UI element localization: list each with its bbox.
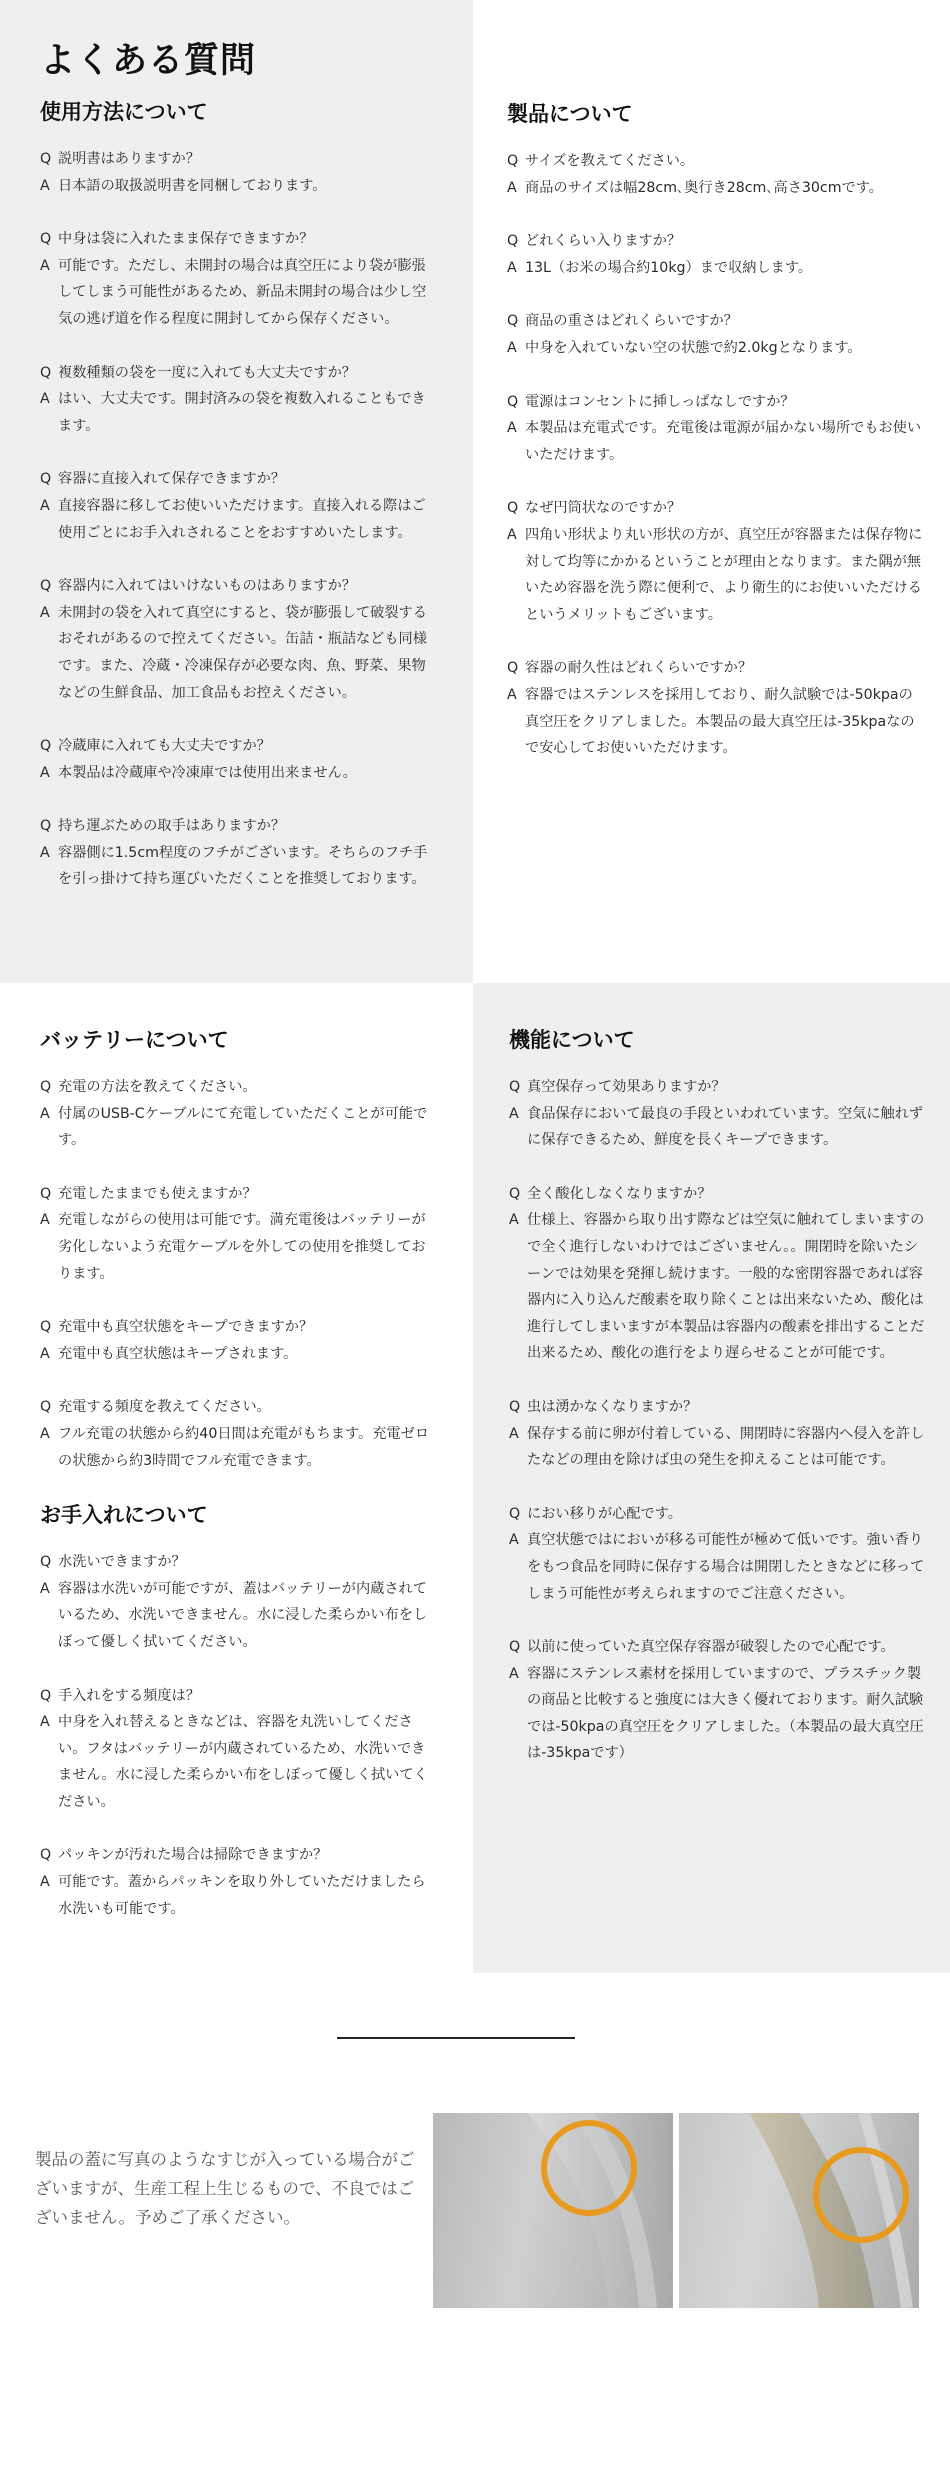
answer	[507, 255, 926, 282]
question-text: 持ち運ぶための取手はありますか？	[58, 818, 286, 835]
faq-item	[40, 733, 433, 786]
question-text: 商品の重さはどれくらいですか？	[525, 313, 738, 330]
answer-label: A	[509, 1105, 519, 1122]
question-text: 電源はコンセントに挿しっぱなしですか？	[525, 393, 795, 410]
answer-text: 直接容器に移してお使いいただけます。直接入れる際はご使用ごとにお手入れされることをおすすめいたします。	[58, 497, 426, 541]
answer	[509, 1207, 926, 1367]
question-label: Q	[40, 1687, 52, 1704]
question-text: におい移りが心配です。	[527, 1505, 682, 1522]
answer	[40, 760, 433, 787]
answer-label: A	[40, 257, 50, 274]
question-text: 容器に直接入れて保存できますか？	[58, 471, 286, 488]
answer-label: A	[40, 391, 50, 408]
question-label: Q	[40, 471, 52, 488]
answer-text: 容器にステンレス素材を採用していますので、プラスチック製の商品と比較すると強度には大きく優れております。耐久試験では-50kpaの真空圧をクリアしました。（本製品の最大真空圧は-35kpaです）	[527, 1665, 924, 1762]
answer-label: A	[507, 686, 517, 703]
question	[40, 1842, 433, 1869]
answer-label: A	[507, 526, 517, 543]
faq-item	[40, 1683, 433, 1816]
answer-label: A	[507, 179, 517, 196]
answer-label: A	[40, 764, 50, 781]
answer-text: はい、大丈夫です。開封済みの袋を複数入れることもできます。	[58, 391, 426, 434]
question-text: 水洗いできますか？	[58, 1554, 186, 1571]
question-text: 充電中も真空状態をキープできますか？	[58, 1319, 314, 1336]
question	[507, 308, 926, 335]
question-text: パッキンが汚れた場合は掃除できますか？	[58, 1847, 328, 1864]
answer	[40, 1207, 433, 1287]
answer-text: 充電中も真空状態はキープされます。	[58, 1345, 298, 1362]
question-text: 複数種類の袋を一度に入れても大丈夫ですか？	[58, 364, 356, 381]
answer	[40, 840, 433, 893]
lid-closeup-photo-2	[679, 2113, 919, 2308]
answer-label: A	[40, 497, 50, 514]
section-title-care: お手入れについて	[40, 1503, 208, 1528]
question-label: Q	[509, 1398, 521, 1415]
answer-text: 本製品は充電式です。充電後は電源が届かない場所でもお使いいただけます。	[525, 420, 922, 463]
question	[507, 228, 926, 255]
battery-care-panel	[0, 983, 473, 1973]
answer	[507, 522, 926, 628]
answer	[509, 1421, 926, 1474]
question-text: 充電の方法を教えてください。	[58, 1079, 257, 1095]
section-title-usage: 使用方法について	[40, 100, 208, 124]
answer-label: A	[509, 1425, 519, 1442]
question	[507, 389, 926, 416]
question	[40, 1683, 433, 1710]
question-text: 容器内に入れてはいけないものはありますか？	[58, 578, 356, 595]
question-label: Q	[507, 660, 519, 677]
question-label: Q	[507, 153, 519, 169]
question-text: 説明書はありますか？	[58, 151, 200, 167]
answer	[40, 1101, 433, 1154]
answer-text: 真空状態ではにおいが移る可能性が極めて低いです。強い香りをもつ食品を同時に保存する場合は開閉したときなどに移ってしまう可能性が考えられますのでご注意ください。	[527, 1532, 925, 1602]
question	[40, 1549, 433, 1576]
faq-item	[507, 148, 926, 201]
faq-item	[40, 573, 433, 706]
question-label: Q	[40, 1319, 52, 1336]
answer	[40, 493, 433, 546]
answer-text: 日本語の取扱説明書を同梱しております。	[58, 177, 327, 194]
answer-text: 未開封の袋を入れて真空にすると、袋が膨張して破裂するおそれがあるので控えてください。缶詰・瓶詰なども同様です。また、冷蔵・冷凍保存が必要な肉、魚、野菜、果物などの生鮮食品、加工食品もお控えください。	[58, 604, 427, 701]
faq-item	[507, 495, 926, 628]
question	[509, 1074, 926, 1101]
section-title-battery: バッテリーについて	[40, 1028, 229, 1052]
answer-text: 中身を入れていない空の状態で約2.0kgとなります。	[525, 339, 862, 356]
answer	[40, 1709, 433, 1815]
question-label: Q	[507, 233, 519, 250]
answer-label: A	[40, 1580, 50, 1597]
question-text: 手入れをする頻度は？	[58, 1687, 200, 1704]
question	[40, 1394, 433, 1421]
faq-list-battery	[40, 1074, 433, 1474]
question	[40, 733, 433, 760]
question-label: Q	[40, 151, 52, 167]
answer-label: A	[40, 177, 50, 194]
question-label: Q	[507, 313, 519, 330]
faq-item	[507, 389, 926, 469]
answer	[509, 1101, 926, 1154]
answer	[40, 253, 433, 333]
question-label: Q	[40, 1554, 52, 1571]
footer-note: 製品の蓋に写真のようなすじが入っている場合がございますが、生産工程上生じるもので、不良ではございません。予めご了承ください。	[35, 2150, 415, 2227]
faq-item	[40, 813, 433, 893]
answer-label: A	[509, 1212, 519, 1229]
answer-text: 四角い形状より丸い形状の方が、真空圧が容器または保存物に対して均等にかかるということが理由となります。また隅が無いため容器を洗う際に便利で、より衛生的にお使いいただけるというメリットもございます。	[525, 526, 923, 623]
lid-closeup-photo-1	[433, 2113, 673, 2308]
answer-label: A	[40, 1345, 50, 1362]
answer-text: 仕様上、容器から取り出す際などは空気に触れてしまいますので全く進行しないわけではございません。。開閉時を除いたシーンでは効果を発揮し続けます。一般的な密閉容器であれば容器内に入り込んだ酸素を取り除くことは出来ないため、酸化は進行してしまいますが本製品は容器内の酸素を排出することだ出来るため、酸化の進行をより遅らせることが可能です。	[527, 1212, 925, 1362]
faq-item	[40, 1074, 433, 1154]
question	[40, 360, 433, 387]
function-panel	[473, 983, 950, 1973]
question	[40, 1074, 433, 1101]
question	[507, 655, 926, 682]
answer-label: A	[507, 420, 517, 437]
faq-item	[509, 1394, 926, 1474]
question	[40, 1181, 433, 1208]
question-text: 中身は袋に入れたまま保存できますか？	[58, 231, 314, 248]
question-label: Q	[40, 1079, 52, 1095]
answer-label: A	[40, 1212, 50, 1229]
question-text: なぜ円筒状なのですか？	[525, 500, 682, 517]
answer-text: 可能です。蓋からパッキンを取り外していただけましたら水洗いも可能です。	[58, 1874, 426, 1917]
question-label: Q	[509, 1079, 521, 1095]
answer-text: 中身を入れ替えるときなどは、容器を丸洗いしてください。フタはバッテリーが内蔵されているため、水洗いできません。水に浸した柔らかい布をしぼって優しく拭いてください。	[58, 1714, 428, 1810]
section-title-product: 製品について	[507, 102, 633, 126]
question-text: 真空保存って効果ありますか？	[527, 1079, 726, 1095]
question-label: Q	[507, 393, 519, 410]
answer	[509, 1527, 926, 1607]
answer-text: 付属のUSB-Cケーブルにて充電していただくことが可能です。	[58, 1105, 428, 1149]
faq-item	[509, 1634, 926, 1767]
faq-item	[40, 226, 433, 332]
question-label: Q	[40, 364, 52, 381]
answer-text: 容器側に1.5cm程度のフチがございます。そちらのフチ手を引っ掛けて持ち運びいただくことを推奨しております。	[58, 844, 428, 888]
question-label: Q	[40, 738, 52, 755]
answer-text: 本製品は冷蔵庫や冷凍庫では使用出来ません。	[58, 764, 357, 781]
question-text: 虫は湧かなくなりますか？	[527, 1398, 698, 1415]
question	[40, 573, 433, 600]
question	[40, 146, 433, 173]
answer	[40, 1576, 433, 1656]
question-text: 全く酸化しなくなりますか？	[527, 1185, 712, 1202]
faq-item	[40, 146, 433, 199]
answer-label: A	[507, 259, 517, 276]
faq-item	[509, 1181, 926, 1367]
faq-item	[509, 1501, 926, 1607]
answer-label: A	[40, 1874, 50, 1891]
question	[507, 495, 926, 522]
question	[509, 1394, 926, 1421]
answer-text: 容器ではステンレスを採用しており、耐久試験では-50kpaの真空圧をクリアしました。本製品の最大真空圧は-35kpaなので安心してお使いいただけます。	[525, 686, 915, 757]
faq-item	[40, 1549, 433, 1655]
question	[40, 226, 433, 253]
answer	[40, 600, 433, 706]
answer	[40, 386, 433, 439]
answer	[40, 1421, 433, 1474]
question-text: 充電したままでも使えますか？	[58, 1185, 257, 1202]
answer-text: フル充電の状態から約40日間は充電がもちます。充電ゼロの状態から約3時間でフル充電できます。	[58, 1425, 430, 1469]
question-label: Q	[40, 1399, 52, 1416]
faq-list-product	[507, 148, 926, 762]
question-label: Q	[509, 1639, 521, 1656]
question-label: Q	[507, 500, 519, 517]
question-text: サイズを教えてください。	[525, 153, 695, 169]
question-text: 充電する頻度を教えてください。	[58, 1399, 271, 1416]
answer	[40, 1869, 433, 1922]
question-label: Q	[40, 231, 52, 248]
faq-list-function	[509, 1074, 926, 1767]
answer-text: 保存する前に卵が付着している、開閉時に容器内へ侵入を許したなどの理由を除けば虫の発生を抑えることは可能です。	[527, 1425, 925, 1469]
answer	[507, 175, 926, 202]
answer	[507, 682, 926, 762]
faq-item	[507, 228, 926, 281]
question	[509, 1501, 926, 1528]
question-label: Q	[40, 578, 52, 595]
question	[507, 148, 926, 175]
faq-item	[40, 1314, 433, 1367]
faq-item	[40, 1842, 433, 1922]
usage-panel	[0, 0, 473, 983]
question	[40, 466, 433, 493]
faq-list-usage	[40, 146, 433, 893]
answer-label: A	[40, 1425, 50, 1442]
faq-list-care	[40, 1549, 433, 1922]
question-text: 冷蔵庫に入れても大丈夫ですか？	[58, 738, 271, 755]
faq-item	[40, 1181, 433, 1287]
answer-label: A	[509, 1532, 519, 1549]
answer-text: 容器は水洗いが可能ですが、蓋はバッテリーが内蔵されているため、水洗いできません。水に浸した柔らかい布をしぼって優しく拭いてください。	[58, 1580, 428, 1650]
faq-item	[40, 1394, 433, 1474]
faq-item	[40, 466, 433, 546]
answer-label: A	[40, 1714, 50, 1731]
section-title-function: 機能について	[509, 1028, 635, 1052]
lid-photo-icon	[433, 2113, 673, 2308]
question	[40, 813, 433, 840]
answer-label: A	[509, 1665, 519, 1682]
faq-item	[40, 360, 433, 440]
section-divider	[337, 2037, 575, 2039]
question	[509, 1181, 926, 1208]
page-title: よくある質問	[40, 41, 257, 81]
question	[40, 1314, 433, 1341]
answer-label: A	[40, 844, 50, 861]
answer-text: 13L（お米の場合約10kg）まで収納します。	[525, 259, 813, 276]
answer	[507, 415, 926, 468]
answer-text: 商品のサイズは幅28cm､奥行き28cm､高さ30cmです。	[525, 179, 883, 196]
answer	[509, 1661, 926, 1767]
question-label: Q	[509, 1505, 521, 1522]
answer	[40, 173, 433, 200]
question-label: Q	[509, 1185, 521, 1202]
answer-label: A	[40, 604, 50, 621]
answer-text: 食品保存において最良の手段といわれています。空気に触れずに保存できるため、鮮度を長くキープできます。	[527, 1105, 924, 1149]
answer-label: A	[507, 339, 517, 356]
faq-item	[507, 655, 926, 761]
answer	[507, 335, 926, 362]
product-panel	[473, 0, 950, 983]
answer-label: A	[40, 1105, 50, 1122]
question-text: どれくらい入りますか？	[525, 233, 682, 250]
question-label: Q	[40, 1185, 52, 1202]
question-text: 容器の耐久性はどれくらいですか？	[525, 660, 753, 677]
answer-text: 充電しながらの使用は可能です。満充電後はバッテリーが劣化しないよう充電ケーブルを外しての使用を推奨しております。	[58, 1212, 426, 1282]
faq-item	[507, 308, 926, 361]
question-text: 以前に使っていた真空保存容器が破裂したので心配です。	[527, 1639, 895, 1656]
answer	[40, 1341, 433, 1368]
question-label: Q	[40, 818, 52, 835]
question-label: Q	[40, 1847, 52, 1864]
lid-photo-icon	[679, 2113, 919, 2308]
faq-item	[509, 1074, 926, 1154]
question	[509, 1634, 926, 1661]
answer-text: 可能です。ただし、未開封の場合は真空圧により袋が膨張してしまう可能性があるため、新品未開封の場合は少し空気の逃げ道を作る程度に開封してから保存ください。	[58, 257, 427, 327]
